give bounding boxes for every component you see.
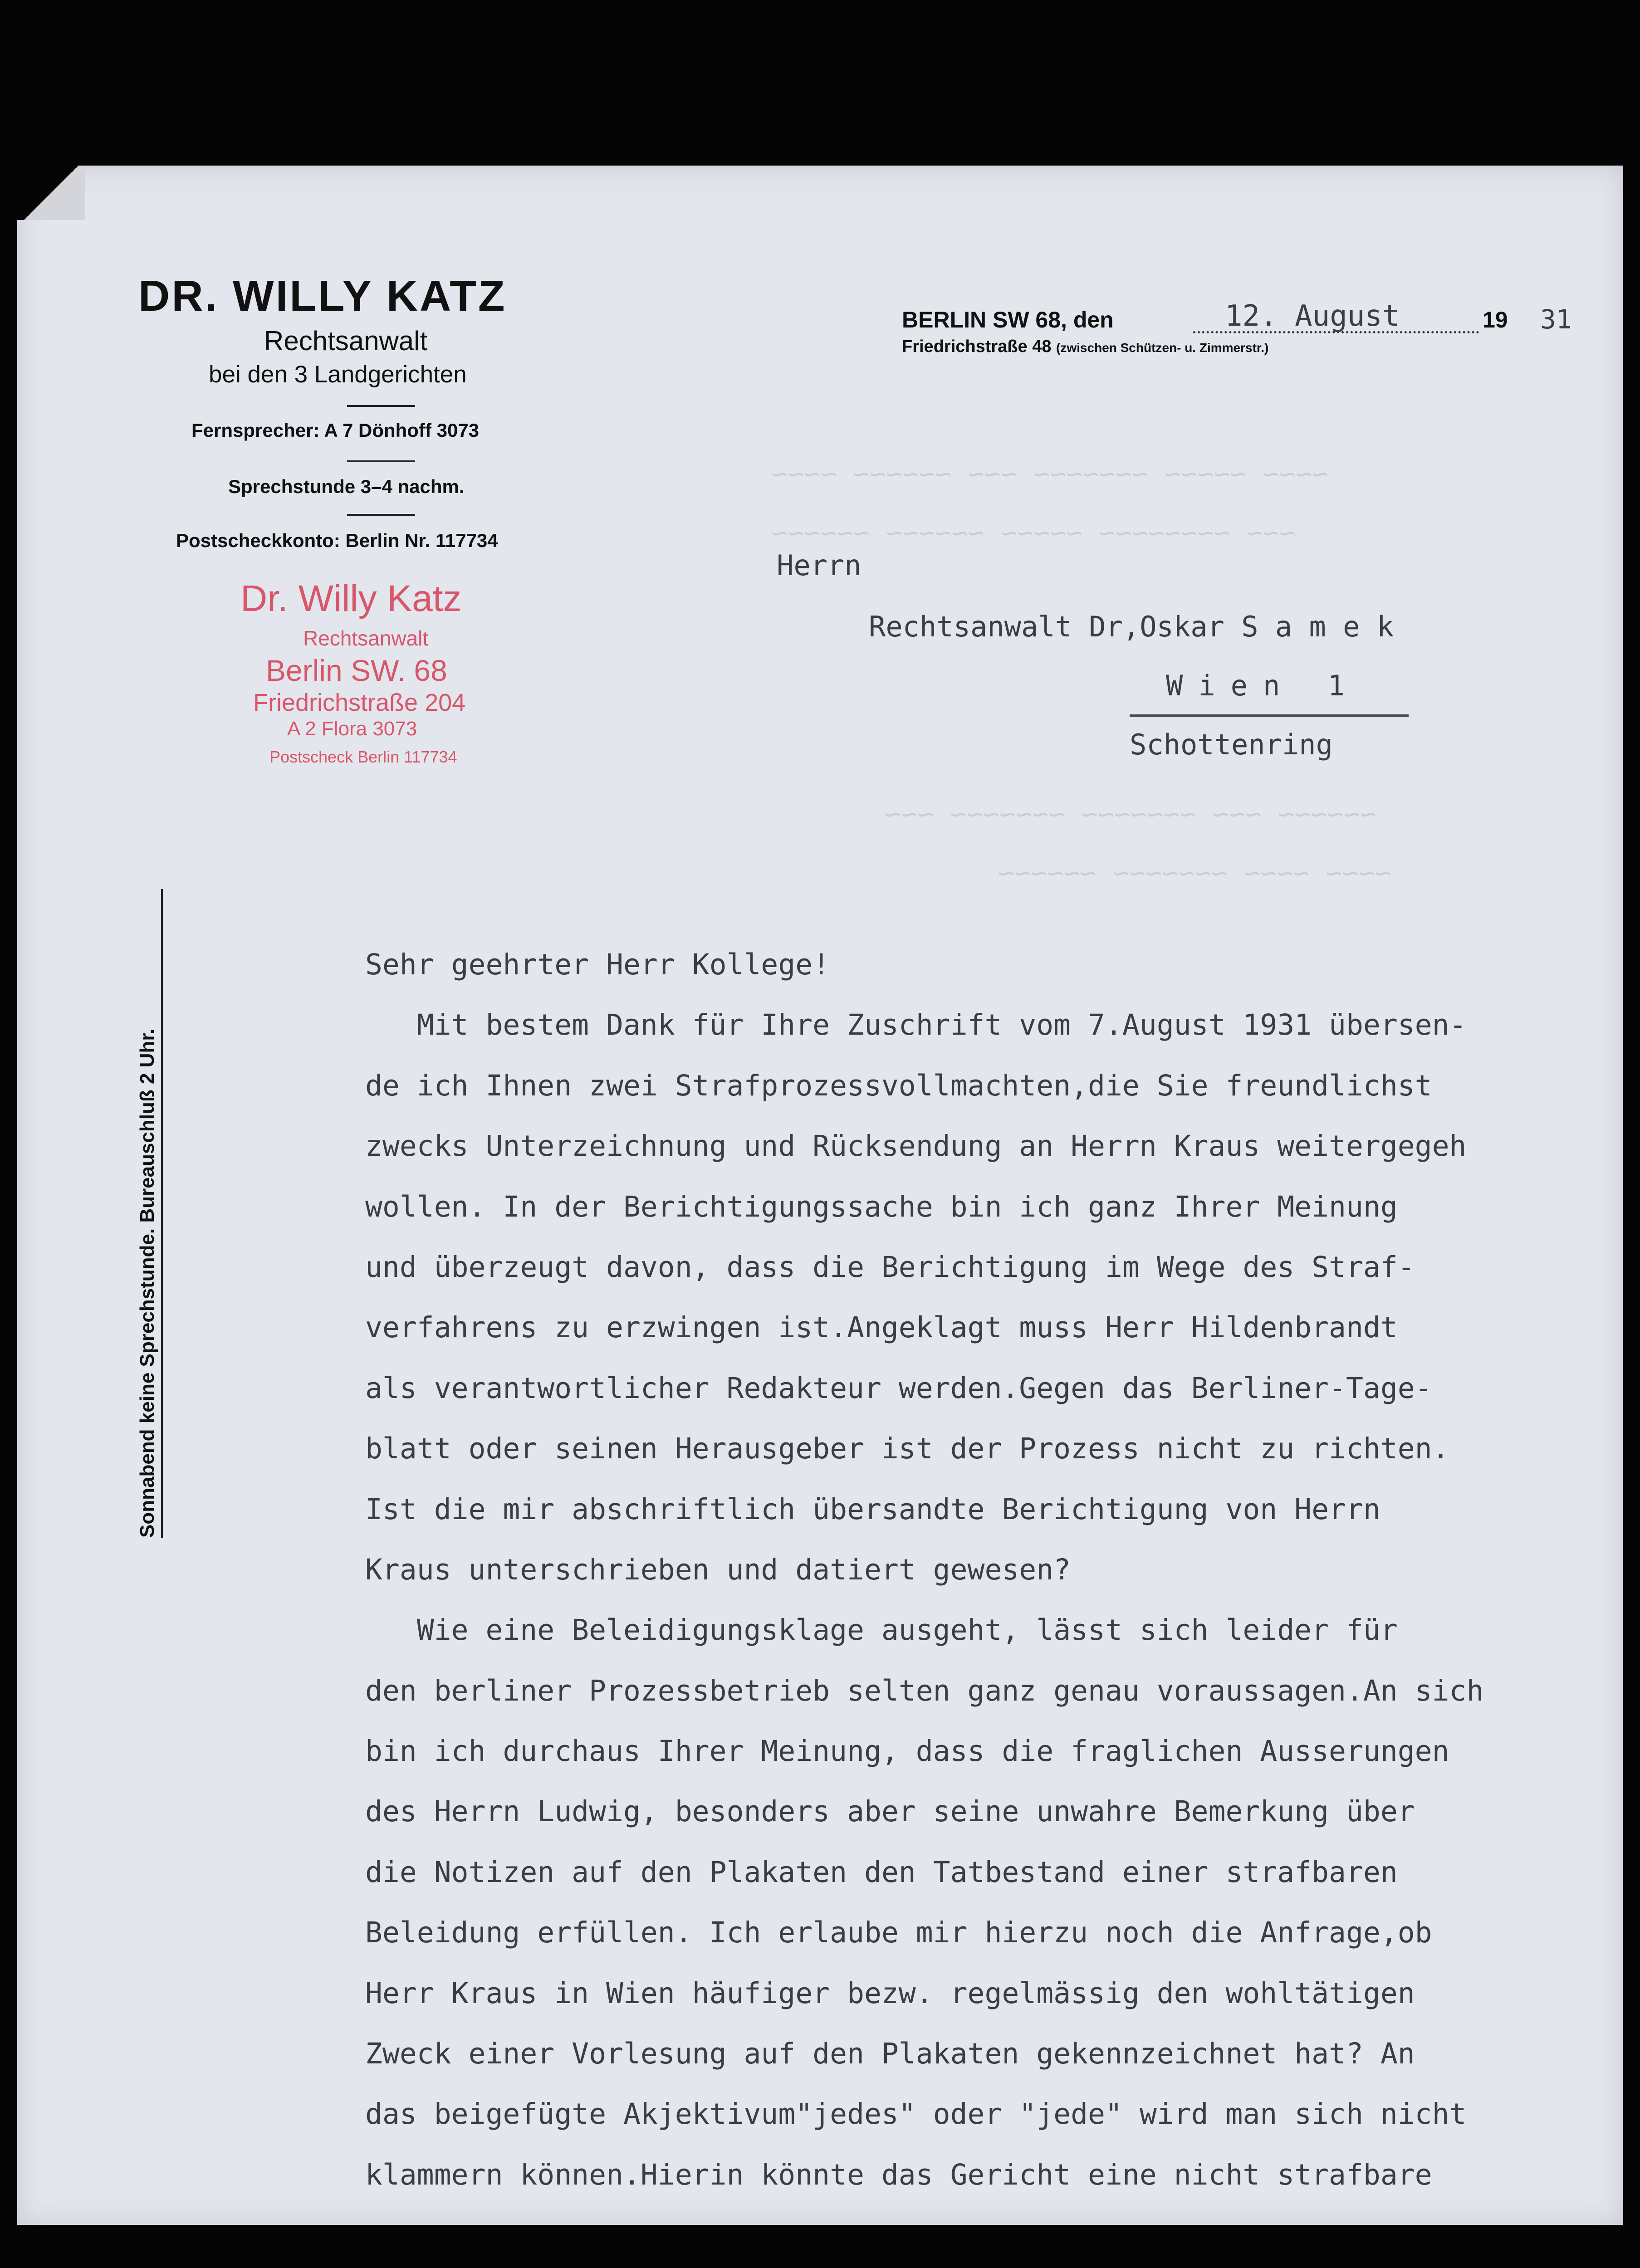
body-line: und überzeugt davon, dass die Berichtigung im Wege des Straf- [365,1250,1415,1284]
recipient-salutation: Herrn [777,549,862,582]
body-line: verfahrens zu erzwingen ist.Angeklagt muss Herr Hildenbrandt [365,1311,1398,1344]
body-line: Kraus unterschrieben und datiert gewesen? [365,1553,1071,1586]
body-line: die Notizen auf den Plakaten den Tatbestand einer strafbaren [365,1855,1398,1889]
body-line: Beleidung erfüllen. Ich erlaube mir hierzu noch die Anfrage,ob [365,1916,1432,1950]
bleed-through-text: ~~~~~~ ~~~ ~~~~~~~ ~~~~~~~ ~~~ [885,798,1376,830]
stamp-title: Rechtsanwalt [303,626,429,650]
bleed-through-text: ~~~~ ~~~~ ~~~~~~~ ~~~~~~ [998,857,1391,889]
body-line: de ich Ihnen zwei Strafprozessvollmachten,die Sie freundlichst [365,1069,1432,1102]
letterhead-title: Rechtsanwalt [264,326,428,356]
folded-corner [17,166,85,220]
stamp-city: Berlin SW. 68 [266,654,447,687]
letter-date: 12. August [1225,299,1400,333]
body-line: blatt oder seinen Herausgeber ist der Prozess nicht zu richten. [365,1432,1449,1466]
recipient-underline [1130,714,1409,717]
bleed-through-text: ~~~ ~~~~~~~~ ~~~~~ ~~~~~~ ~~~~~~ [771,517,1296,549]
body-line: Zweck einer Vorlesung auf den Plakaten gekennzeichnet hat? An [365,2037,1415,2071]
body-line: den berliner Prozessbetrieb selten ganz genau voraussagen.An sich [365,1674,1484,1707]
stamp-phone: A 2 Flora 3073 [287,718,417,740]
street-note: (zwischen Schützen- u. Zimmerstr.) [1056,341,1269,355]
letterhead-street [902,337,1268,357]
year-prefix: 19 [1483,307,1508,332]
recipient-name: Rechtsanwalt Dr,Oskar S a m e k [869,610,1394,643]
stamp-name: Dr. Willy Katz [240,578,462,619]
letterhead-city: BERLIN SW 68, den [902,307,1114,332]
letterhead-courts: bei den 3 Landgerichten [209,361,467,388]
body-line: klammern können.Hierin könnte das Gericht eine nicht strafbare [365,2158,1432,2191]
recipient-street: Schottenring [1130,728,1333,761]
body-line: des Herrn Ludwig, besonders aber seine unwahre Bemerkung über [365,1795,1415,1828]
letterhead-name: DR. WILLY KATZ [138,272,507,320]
divider [347,460,415,462]
divider [347,405,415,407]
street-name: Friedrichstraße 48 [902,337,1052,356]
body-line: Sehr geehrter Herr Kollege! [365,948,830,981]
divider [347,514,415,516]
body-line: Herr Kraus in Wien häufiger bezw. regelmässig den wohltätigen [365,1976,1415,2010]
letterhead-postscheck: Postscheckkonto: Berlin Nr. 117734 [176,530,498,551]
bleed-through-text: ~~~~ ~~~~~ ~~~~~~~ ~~~ ~~~~~~ ~~~~ [771,458,1329,490]
recipient-city: Wien 1 [1166,669,1360,702]
body-line: zwecks Unterzeichnung und Rücksendung an Herrn Kraus weitergegeh [365,1129,1467,1163]
body-line: Wie eine Beleidigungsklage ausgeht, lässt sich leider für [365,1613,1398,1647]
body-line: Mit bestem Dank für Ihre Zuschrift vom 7.August 1931 übersen- [365,1008,1467,1042]
side-rule [161,889,163,1538]
side-note: Sonnabend keine Sprechstunde. Bureauschluß 2 Uhr. [136,1028,158,1538]
year-suffix: 31 [1540,304,1572,335]
stamp-postscheck: Postscheck Berlin 117734 [269,748,457,766]
stamp-street: Friedrichstraße 204 [253,689,466,716]
letterhead-office-hours: Sprechstunde 3–4 nachm. [228,476,465,497]
letter-body [365,934,1590,2205]
body-line: als verantwortlicher Redakteur werden.Gegen das Berliner-Tage- [365,1371,1432,1405]
body-line: bin ich durchaus Ihrer Meinung, dass die fraglichen Ausserungen [365,1735,1449,1768]
body-line: Ist die mir abschriftlich übersandte Berichtigung von Herrn [365,1492,1381,1526]
body-line: das beigefügte Akjektivum"jedes" oder "jede" wird man sich nicht [365,2097,1467,2131]
body-line: wollen. In der Berichtigungssache bin ich ganz Ihrer Meinung [365,1190,1398,1223]
letterhead-phone: Fernsprecher: A 7 Dönhoff 3073 [191,420,480,441]
